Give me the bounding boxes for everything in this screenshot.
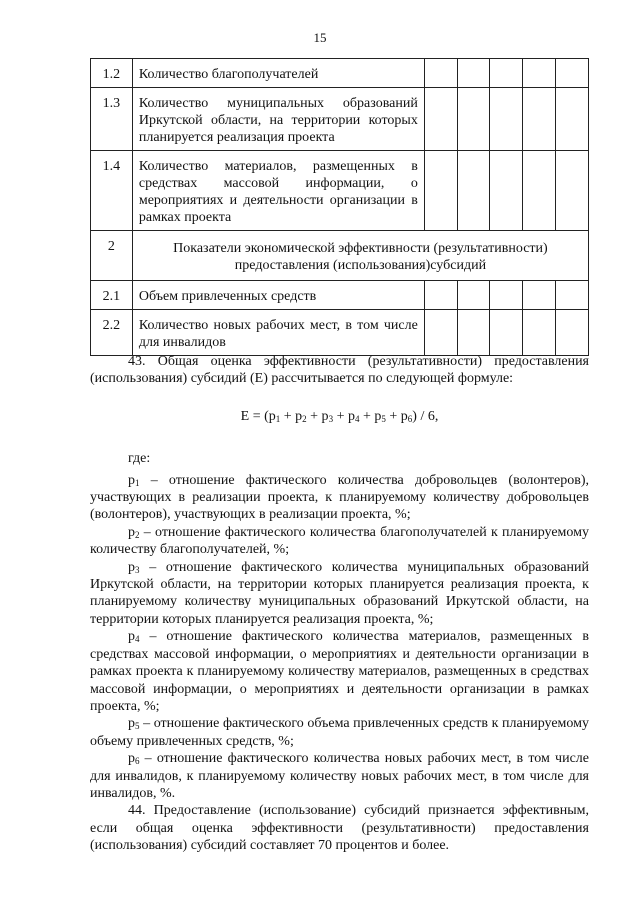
empty-cell — [424, 88, 457, 151]
table-row — [91, 88, 589, 151]
table-row — [91, 59, 589, 88]
empty-cell — [424, 151, 457, 231]
empty-cell — [556, 88, 589, 151]
empty-cell — [523, 281, 556, 310]
empty-cell — [490, 59, 523, 88]
row-number: 1.3 — [91, 88, 133, 151]
page-number: 15 — [313, 30, 327, 45]
empty-cell — [556, 151, 589, 231]
empty-cell — [457, 88, 490, 151]
row-description: Количество благополучателей — [132, 59, 424, 88]
empty-cell — [490, 151, 523, 231]
body-text — [90, 353, 589, 855]
row-number: 1.4 — [91, 151, 133, 231]
empty-cell — [523, 59, 556, 88]
empty-cell — [490, 310, 523, 356]
table-row — [91, 151, 589, 231]
indicators-table — [90, 58, 589, 356]
definition-p2: $p_2$ – отношение фактического количества благополучателей к планируемому количеству благополучателей, %; — [90, 524, 589, 558]
definition-p6: $p_6$ – отношение фактического количества новых рабочих мест, в том числе для инвалидов, к планируемому количеству новых рабочих мест, в том числе для инвалидов, %. — [90, 751, 589, 801]
definition-p1: $p_1$ – отношение фактического количества добровольцев (волонтеров), участвующих в реализации проекта, к планируемому количеству добровольцев (волонтеров), участвующих в реализации проекта, %; — [90, 472, 589, 523]
section-row — [91, 231, 589, 281]
row-description: Количество новых рабочих мест, в том числе для инвалидов — [132, 310, 424, 356]
empty-cell — [457, 59, 490, 88]
empty-cell — [523, 151, 556, 231]
empty-cell — [490, 88, 523, 151]
definition-p5: $p_5$ – отношение фактического объема привлеченных средств к планируемому объему привлеченных средств, %; — [90, 716, 589, 749]
section-title: Показатели экономической эффективности (результативности) предоставления (использования)субсидий — [132, 231, 588, 281]
empty-cell — [424, 310, 457, 356]
row-number: 1.2 — [91, 59, 133, 88]
empty-cell — [457, 310, 490, 356]
empty-cell — [490, 281, 523, 310]
empty-cell — [556, 310, 589, 356]
row-description: Количество муниципальных образований Иркутской области, на территории которых планируется реализация проекта — [132, 88, 424, 151]
row-number: 2.1 — [91, 281, 133, 310]
row-description: Количество материалов, размещенных в средствах массовой информации, о мероприятиях и деятельности организации в рамках проекта — [132, 151, 424, 231]
empty-cell — [523, 88, 556, 151]
definition-p4: $p_4$ – отношение фактического количества материалов, размещенных в средствах массовой информации, о мероприятиях и деятельности организации в рамках проекта к планируемому количеству материалов, размещенных в средствах массовой информации, о мероприятиях и деятельности организации в рамках проекта, %; — [90, 629, 589, 714]
empty-cell — [556, 281, 589, 310]
table-row — [91, 281, 589, 310]
section-number: 2 — [91, 231, 133, 281]
efficiency-formula: $E = (p_1 + p_2 + p_3 + p_4 + p_5 + p_6) / 6$, — [240, 408, 439, 424]
empty-cell — [424, 59, 457, 88]
row-number: 2.2 — [91, 310, 133, 356]
table-row — [91, 310, 589, 356]
empty-cell — [424, 281, 457, 310]
row-description: Объем привлеченных средств — [132, 281, 424, 310]
empty-cell — [523, 310, 556, 356]
empty-cell — [556, 59, 589, 88]
definition-p3: $p_3$ – отношение фактического количества муниципальных образований Иркутской области, на территории которых планируется реализация проекта, к планируемому количеству муниципальных образований Иркутской области, на территории которых планируется реализация проекта, %; — [90, 559, 589, 627]
where-label: где: — [128, 451, 151, 467]
empty-cell — [457, 281, 490, 310]
paragraph-43: 43. Общая оценка эффективности (результативности) предоставления (использования) субсидий (E) рассчитывается по следующей формуле: — [90, 354, 589, 387]
empty-cell — [457, 151, 490, 231]
paragraph-44: 44. Предоставление (использование) субсидий признается эффективным, если общая оценка эффективности (результативности) предоставления (использования) субсидий составляет 70 процентов и более. — [90, 803, 589, 854]
